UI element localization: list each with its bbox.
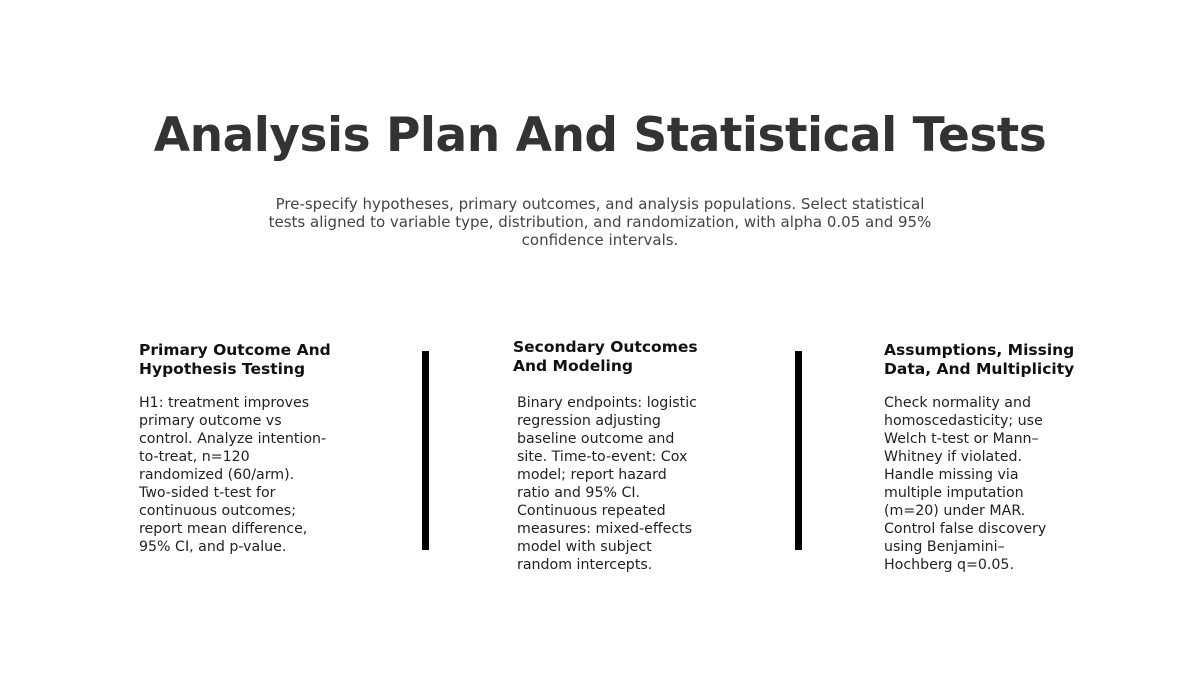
column-body: H1: treatment improves primary outcome vs control. Analyze intention- to-treat, n=120 randomized (60/arm). Two-sided t-test for continuous outcomes; report mean difference, 95% CI, and p-value.: [139, 395, 327, 555]
column-primary-outcome: [139, 341, 331, 556]
column-body: Binary endpoints: logistic regression adjusting baseline outcome and site. Time-to-event: Cox model; report hazard ratio and 95% CI. Continuous repeated measures: mixed-effects model with subject random intercepts.: [517, 395, 697, 573]
page-title: Analysis Plan And Statistical Tests: [153, 108, 1047, 163]
page-subtitle: Pre-specify hypotheses, primary outcomes, and analysis populations. Select statistical tests aligned to variable type, distribution, and randomization, with alpha 0.05 and 95% confidence intervals.: [268, 195, 932, 249]
column-assumptions: [884, 341, 1074, 574]
column-body: Check normality and homoscedasticity; use Welch t-test or Mann– Whitney if violated. Handle missing via multiple imputation (m=20) under MAR. Control false discovery using Benjamini– Hochberg q=0.05.: [884, 395, 1047, 573]
column-divider: [422, 351, 429, 550]
column-heading: Secondary Outcomes And Modeling: [513, 338, 698, 375]
column-heading: Assumptions, Missing Data, And Multiplicity: [884, 341, 1075, 378]
column-heading: Primary Outcome And Hypothesis Testing: [139, 341, 331, 378]
column-divider: [795, 351, 802, 550]
column-secondary-outcomes: [513, 338, 698, 574]
